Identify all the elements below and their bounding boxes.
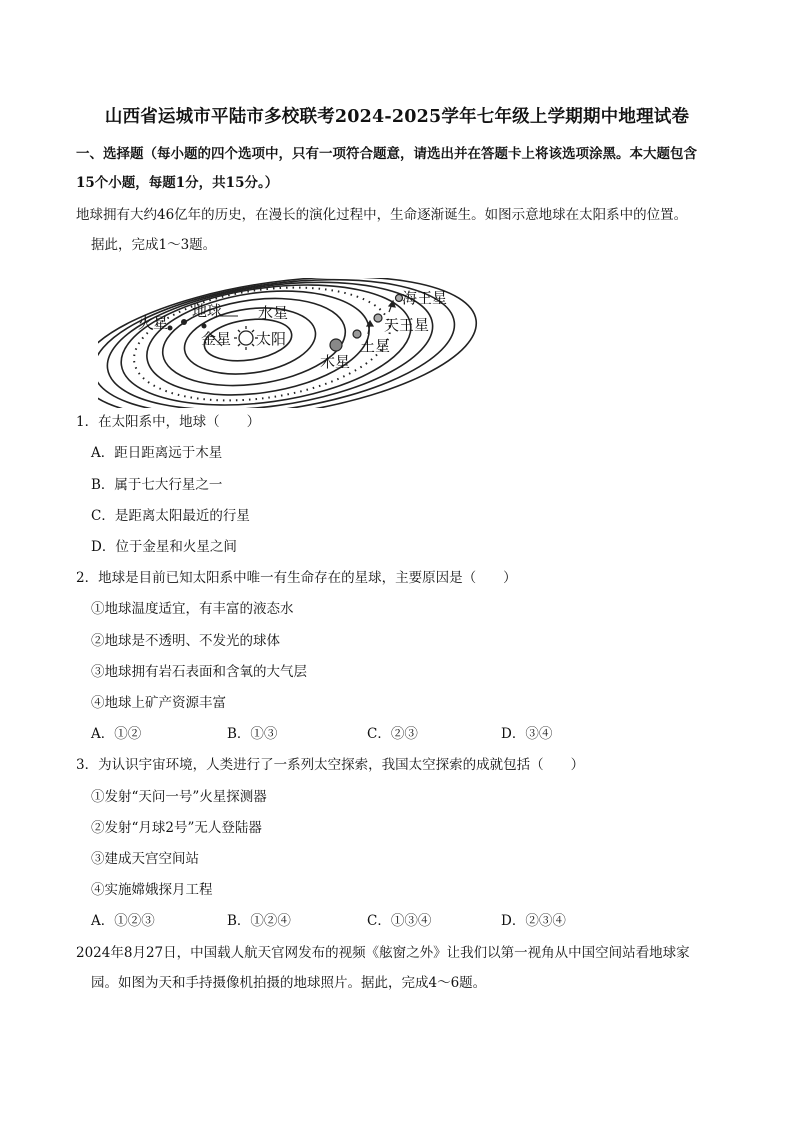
solar-system-diagram (98, 278, 478, 408)
q3-item-4: ④实施嫦娥探月工程 (91, 882, 213, 898)
q1-stem: 1．在太阳系中，地球（ ） (76, 414, 261, 430)
q2-choice-a: A．①② (91, 726, 142, 742)
sun-icon (234, 326, 258, 350)
intro-text-line1: 地球拥有大约46亿年的历史，在漫长的演化过程中，生命逐渐诞生。如图示意地球在太阳系中的位置。 (76, 207, 688, 223)
exam-title: 山西省运城市平陆市多校联考2024-2025学年七年级上学期期中地理试卷 (104, 107, 690, 127)
label-neptune: 海王星 (402, 289, 448, 307)
q2-stem: 2．地球是目前已知太阳系中唯一有生命存在的星球，主要原因是（ ） (76, 570, 517, 586)
label-jupiter: 木星 (320, 353, 351, 371)
q3-item-2: ②发射“月球2号”无人登陆器 (91, 820, 262, 836)
intro-text-line2: 据此，完成1～3题。 (91, 237, 217, 253)
label-uranus: 天王星 (384, 316, 430, 334)
q3-item-3: ③建成天宫空间站 (91, 851, 199, 867)
label-saturn: 土星 (360, 337, 391, 355)
label-sun: 太阳 (256, 330, 287, 348)
section-heading-line2: 15个小题，每题1分，共15分。） (76, 175, 279, 191)
q2-item-4: ④地球上矿产资源丰富 (91, 695, 226, 711)
planet-mars (168, 326, 173, 331)
q1-option-d: D．位于金星和火星之间 (91, 539, 237, 555)
q2-choice-c: C．②③ (367, 726, 418, 742)
q2-choice-b: B．①③ (227, 726, 278, 742)
q2-choice-d: D．③④ (501, 726, 553, 742)
q3-choices (91, 911, 611, 931)
q1-option-c: C．是距离太阳最近的行星 (91, 508, 250, 524)
q1-option-a: A．距日距离远于木星 (91, 445, 223, 461)
label-venus: 金星 (201, 330, 232, 348)
label-earth: 地球 (192, 302, 223, 320)
q3-stem: 3．为认识宇宙环境，人类进行了一系列太空探索，我国太空探索的成就包括（ ） (76, 757, 585, 773)
q1-option-b: B．属于七大行星之一 (91, 477, 223, 493)
intro2-text-line2: 园。如图为天和手持摄像机拍摄的地球照片。据此，完成4～6题。 (91, 975, 487, 991)
section-heading-line1: 一、选择题（每小题的四个选项中，只有一项符合题意，请选出并在答题卡上将该选项涂黑。本大题包含 (76, 146, 697, 162)
q3-choice-a: A．①②③ (91, 913, 155, 929)
q2-item-2: ②地球是不透明、不发光的球体 (91, 633, 280, 649)
intro2-text-line1: 2024年8月27日，中国载人航天官网发布的视频《舷窗之外》让我们以第一视角从中国空间站看地球家 (76, 945, 690, 961)
q3-choice-c: C．①③④ (367, 913, 432, 929)
q3-choice-b: B．①②④ (227, 913, 291, 929)
q2-choices (91, 724, 611, 744)
planet-earth (181, 319, 187, 325)
planet-jupiter (330, 339, 342, 351)
label-mercury: 水星 (258, 304, 289, 322)
q2-item-1: ①地球温度适宜，有丰富的液态水 (91, 601, 294, 617)
q3-item-1: ①发射“天问一号”火星探测器 (91, 789, 267, 805)
planet-uranus (374, 314, 382, 322)
label-mars: 火星 (138, 314, 169, 332)
q3-choice-d: D．②③④ (501, 913, 566, 929)
planet-venus (202, 324, 207, 329)
q2-item-3: ③地球拥有岩石表面和含氧的大气层 (91, 664, 307, 680)
